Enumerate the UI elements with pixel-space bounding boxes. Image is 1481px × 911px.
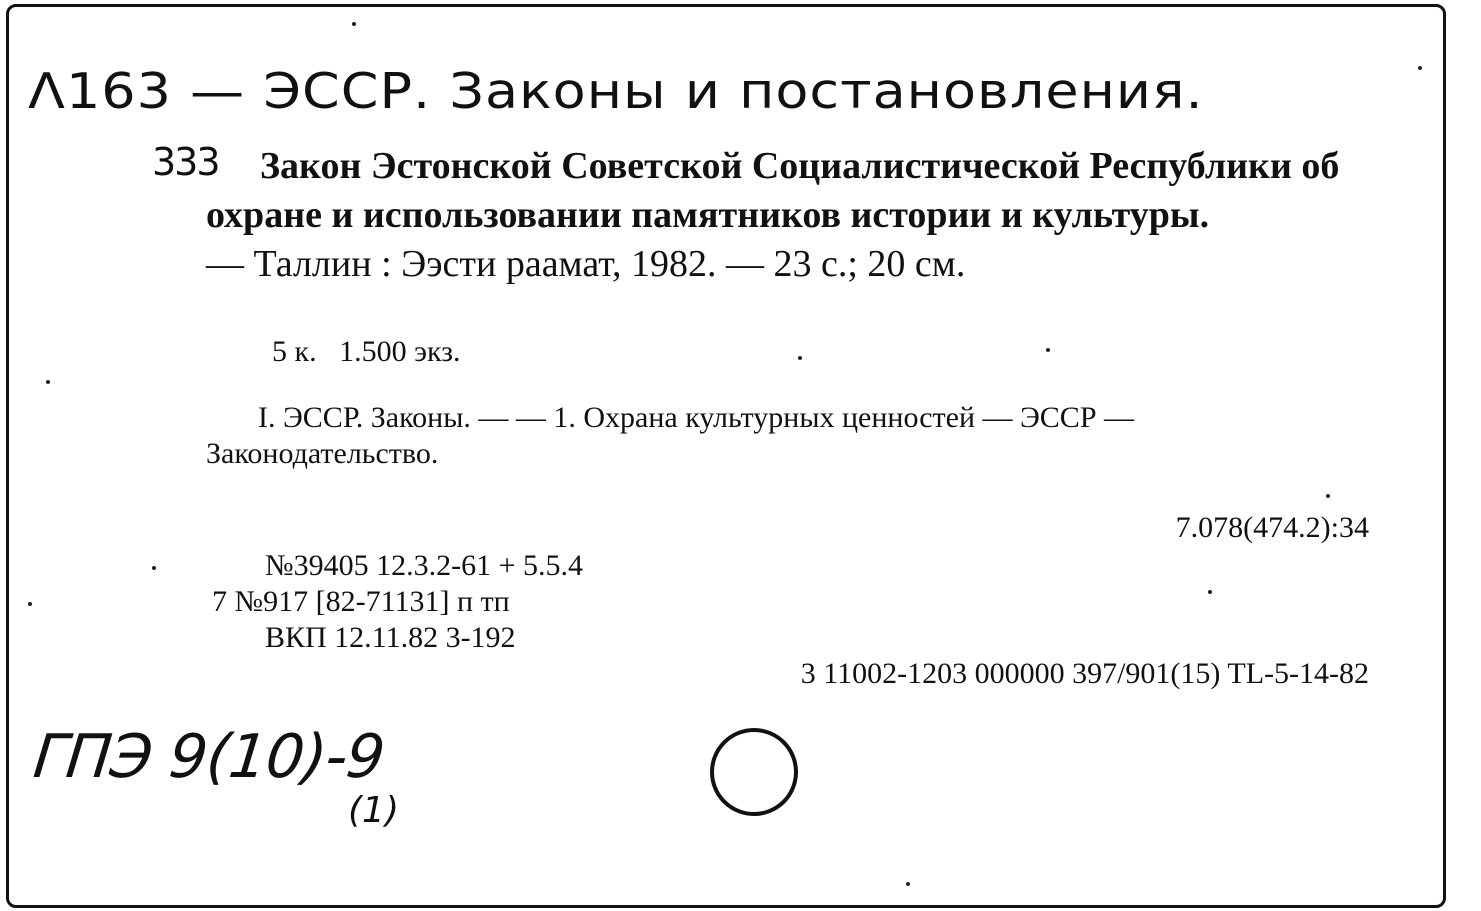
record-title-text: Закон Эстонской Советской Социалистической Республики об охране и использовании памятников истории и культуры. [206, 145, 1340, 236]
tech-line-3: ВКП 12.11.82 3-192 [265, 621, 516, 654]
speck [1208, 590, 1212, 594]
speck [352, 22, 356, 26]
speck [28, 602, 32, 606]
speck [798, 356, 802, 360]
record-title [206, 142, 1366, 240]
handwritten-call-number: 333 [152, 140, 219, 184]
speck [152, 566, 156, 570]
speck [906, 882, 910, 886]
publication-text: — Таллин : Ээсти раамат, 1982. — 23 с.; 20 см. [206, 243, 966, 285]
subject-headings: I. ЭССР. Законы. — — 1. Охрана культурных ценностей — ЭССР — Законодательство. [206, 401, 1135, 470]
speck [1046, 348, 1050, 352]
tech-line-1: №39405 12.3.2-61 + 5.5.4 [265, 549, 584, 582]
udc-classification: 7.078(474.2):34 [1175, 511, 1369, 544]
speck [46, 380, 50, 384]
speck [1326, 494, 1330, 498]
record-publication [206, 240, 1366, 289]
speck [1418, 66, 1422, 70]
tech-line-2: 7 №917 [82-71131] п тп [212, 585, 510, 618]
handwritten-heading: Λ163 — ЭССР. Законы и постановления. [28, 63, 1204, 120]
punch-hole-circle [710, 728, 798, 816]
handwritten-bottom-code: ГПЭ 9(10)-9 [30, 722, 388, 792]
tech-line-4: 3 11002-1203 000000 397/901(15) TL-5-14-82 [800, 657, 1369, 690]
handwritten-bottom-subscript: (1) [348, 790, 399, 831]
price-and-copies: 5 к. 1.500 экз. [272, 335, 461, 368]
